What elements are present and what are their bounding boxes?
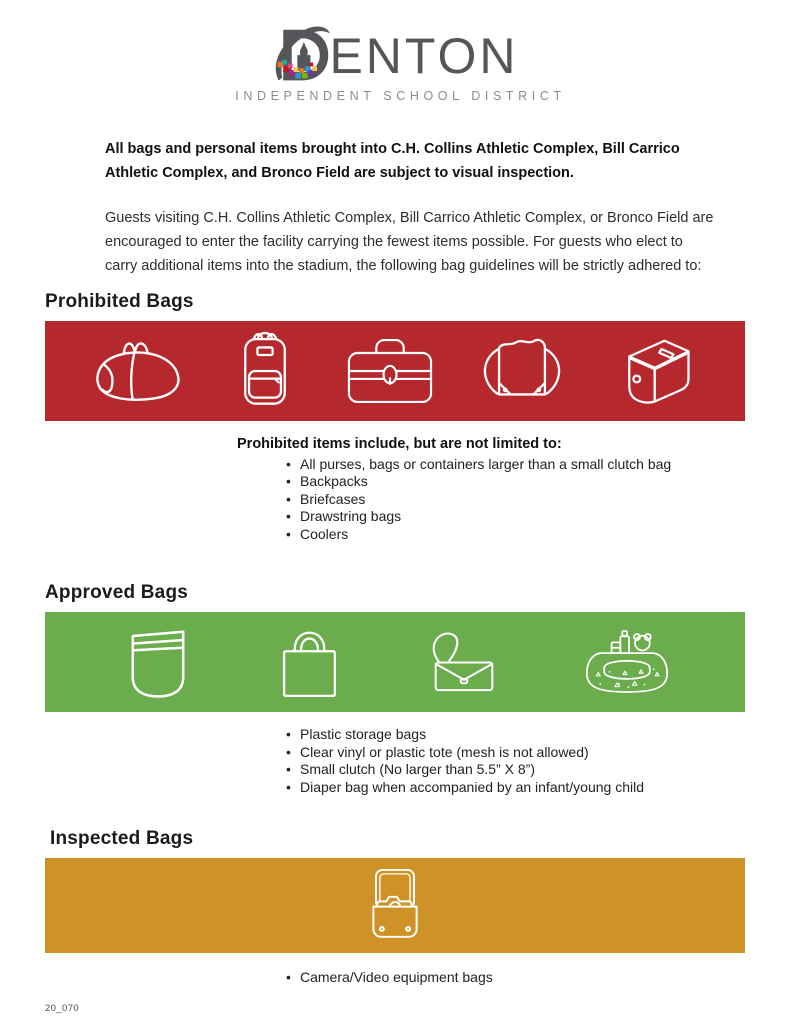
camera-bag-icon (358, 866, 432, 946)
backpack-icon (227, 329, 303, 413)
list-item: • Plastic storage bags (285, 726, 791, 743)
inspected-list-block (285, 969, 791, 986)
diaper-bag-icon (580, 625, 674, 700)
briefcase-icon (343, 335, 437, 407)
drawstring-bag-icon (476, 331, 568, 412)
intro-paragraph: Guests visiting C.H. Collins Athletic Complex, Bill Carrico Athletic Complex, or Bronco Field are encouraged to enter the facility carrying the fewest items possible. For guests who elect to carry additional items into the stadium, the following bag guidelines will be strictly adhered to: (105, 210, 714, 274)
section-prohibited (0, 291, 791, 542)
prohibited-list-title: Prohibited items include, but are not limited to: (237, 436, 562, 452)
list-item: • All purses, bags or containers larger than a small clutch bag (285, 456, 791, 473)
list-item: • Briefcases (285, 491, 791, 508)
approved-band (45, 612, 745, 712)
list-item: • Diaper bag when accompanied by an infant/young child (285, 779, 791, 796)
inspected-band (45, 858, 745, 953)
prohibited-band (45, 321, 745, 421)
approved-list (285, 726, 791, 795)
section-inspected (0, 828, 791, 986)
inspected-title: Inspected Bags (50, 828, 194, 849)
prohibited-list-block (237, 436, 791, 542)
denton-d-logo-icon (272, 26, 332, 86)
duffel-bag-icon (85, 330, 188, 412)
list-item: • Clear vinyl or plastic tote (mesh is not allowed) (285, 744, 791, 761)
list-item: • Small clutch (No larger than 5.5” X 8”) (285, 761, 791, 778)
approved-list-block (285, 726, 791, 795)
list-item: • Coolers (285, 526, 791, 543)
clutch-icon (419, 628, 509, 697)
logo-subtitle: INDEPENDENT SCHOOL DISTRICT (235, 89, 566, 103)
footer-code: 20_070 (45, 1003, 80, 1014)
approved-title: Approved Bags (45, 582, 189, 603)
section-approved (0, 582, 791, 795)
list-item: • Backpacks (285, 473, 791, 490)
plastic-storage-bag-icon (116, 620, 200, 704)
cooler-icon (608, 331, 706, 412)
inspected-list (285, 969, 791, 986)
logo-wordmark: ENTON (329, 28, 519, 84)
prohibited-title: Prohibited Bags (45, 291, 194, 312)
list-item: • Camera/Video equipment bags (285, 969, 791, 986)
list-item: • Drawstring bags (285, 508, 791, 525)
prohibited-list (237, 456, 791, 543)
clear-tote-icon (271, 622, 348, 702)
district-logo (0, 0, 791, 103)
intro-bold-paragraph: All bags and personal items brought into C.H. Collins Athletic Complex, Bill Carrico Athletic Complex, and Bronco Field are subject to visual inspection. (105, 141, 680, 181)
